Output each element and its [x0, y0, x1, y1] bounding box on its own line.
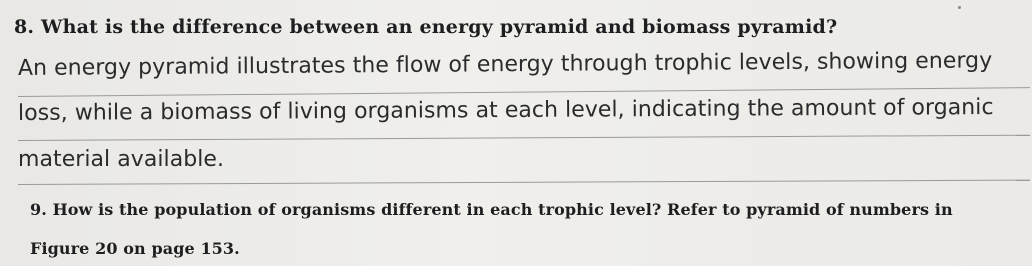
- answer-8-line-1: An energy pyramid illustrates the flow of energy through trophic levels, showing energy: [17, 48, 993, 81]
- answer-8-line-2: loss, while a biomass of living organisms at each level, indicating the amount of organic: [17, 95, 994, 126]
- question-8: 8. What is the difference between an energy pyramid and biomass pyramid?: [14, 16, 838, 38]
- answer-rule-2: [18, 135, 1030, 141]
- answer-rule-3: [18, 180, 1030, 185]
- paper-speck: [958, 6, 961, 9]
- question-9-line-2: Figure 20 on page 153.: [30, 239, 240, 258]
- question-9-line-1: 9. How is the population of organisms different in each trophic level? Refer to pyramid of numbers in: [30, 200, 953, 219]
- answer-8-line-3: material available.: [18, 147, 225, 172]
